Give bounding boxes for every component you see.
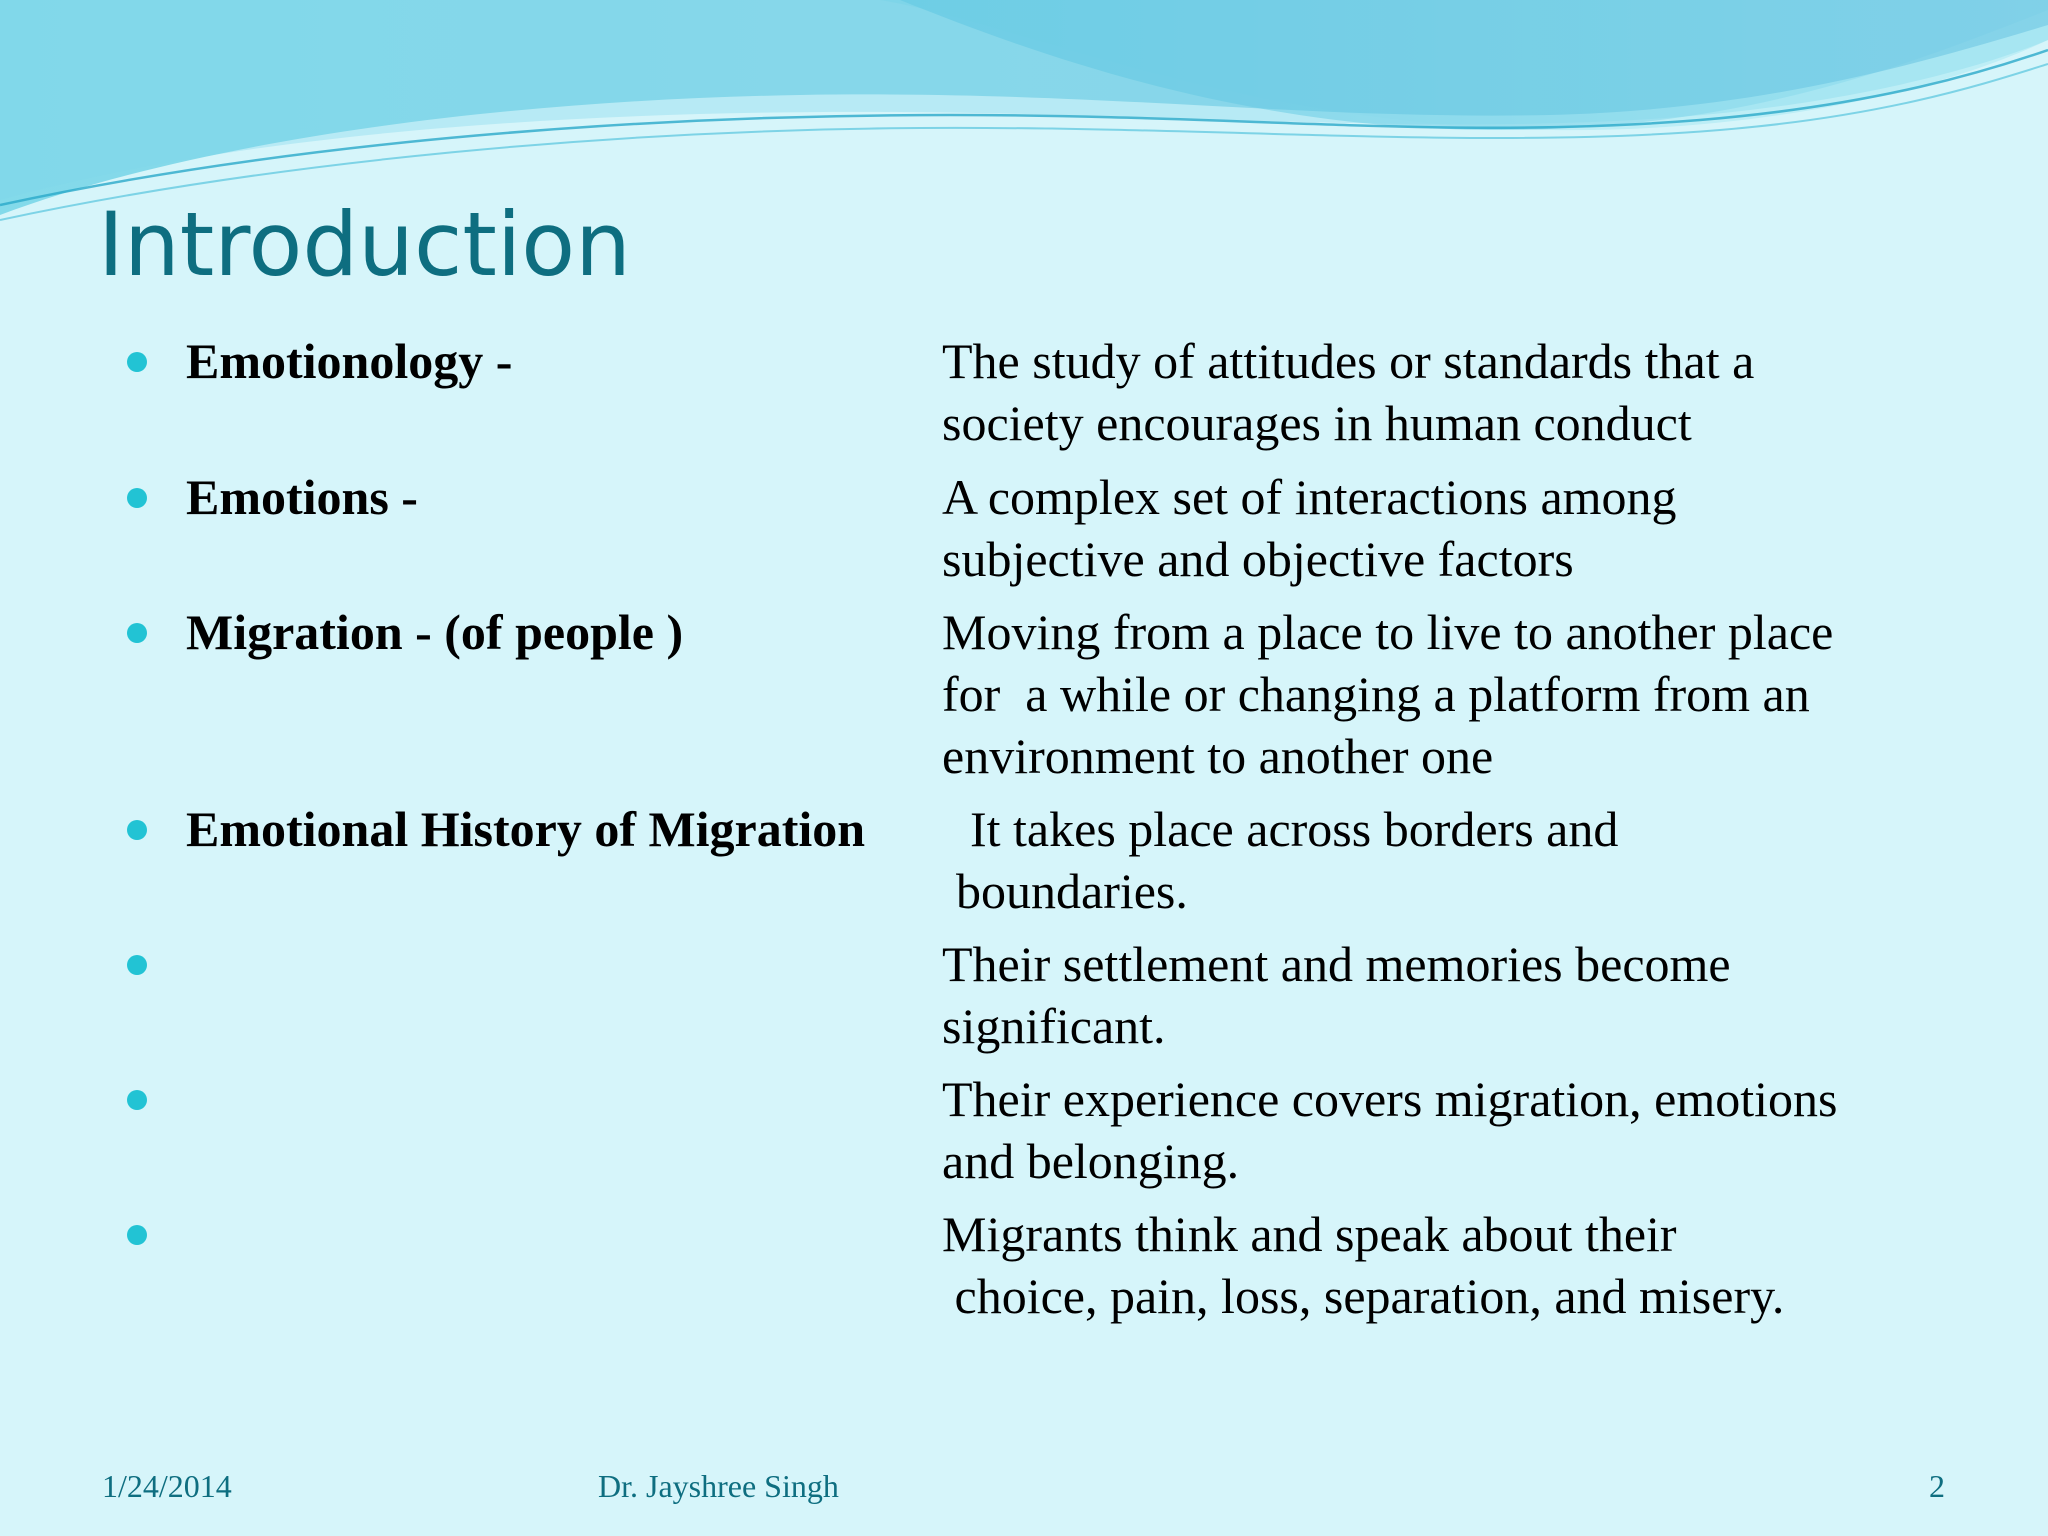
bullet-dot	[127, 1090, 147, 1110]
definition-text: A complex set of interactions among subjective and objective factors	[942, 469, 1677, 587]
definition-text: Moving from a place to live to another place for a while or changing a platform from an environment to another one	[942, 604, 1834, 784]
bullet-dot	[127, 488, 147, 508]
term-label: Emotional History of Migration	[186, 801, 866, 857]
definition-text: Their experience covers migration, emotions and belonging.	[942, 1071, 1838, 1189]
definition-text: The study of attitudes or standards that a society encourages in human conduct	[942, 333, 1755, 451]
term-label: Migration - (of people )	[186, 604, 684, 660]
definition-text: Their settlement and memories become significant.	[942, 936, 1731, 1054]
definition-text: Migrants think and speak about their choice, pain, loss, separation, and misery.	[942, 1206, 1785, 1324]
page-number: 2	[1929, 1468, 1945, 1504]
term-label: Emotionology -	[186, 333, 513, 389]
bullet-dot	[127, 352, 147, 372]
slide-title: Introduction	[98, 193, 631, 296]
bullet-dot	[127, 623, 147, 643]
bullet-dot	[127, 955, 147, 975]
bullet-dot	[127, 1225, 147, 1245]
footer-author: Dr. Jayshree Singh	[598, 1468, 839, 1504]
bullet-dot	[127, 820, 147, 840]
term-label: Emotions -	[186, 469, 418, 525]
footer-date: 1/24/2014	[102, 1468, 232, 1504]
definition-text: It takes place across borders and boundaries.	[956, 801, 1619, 919]
